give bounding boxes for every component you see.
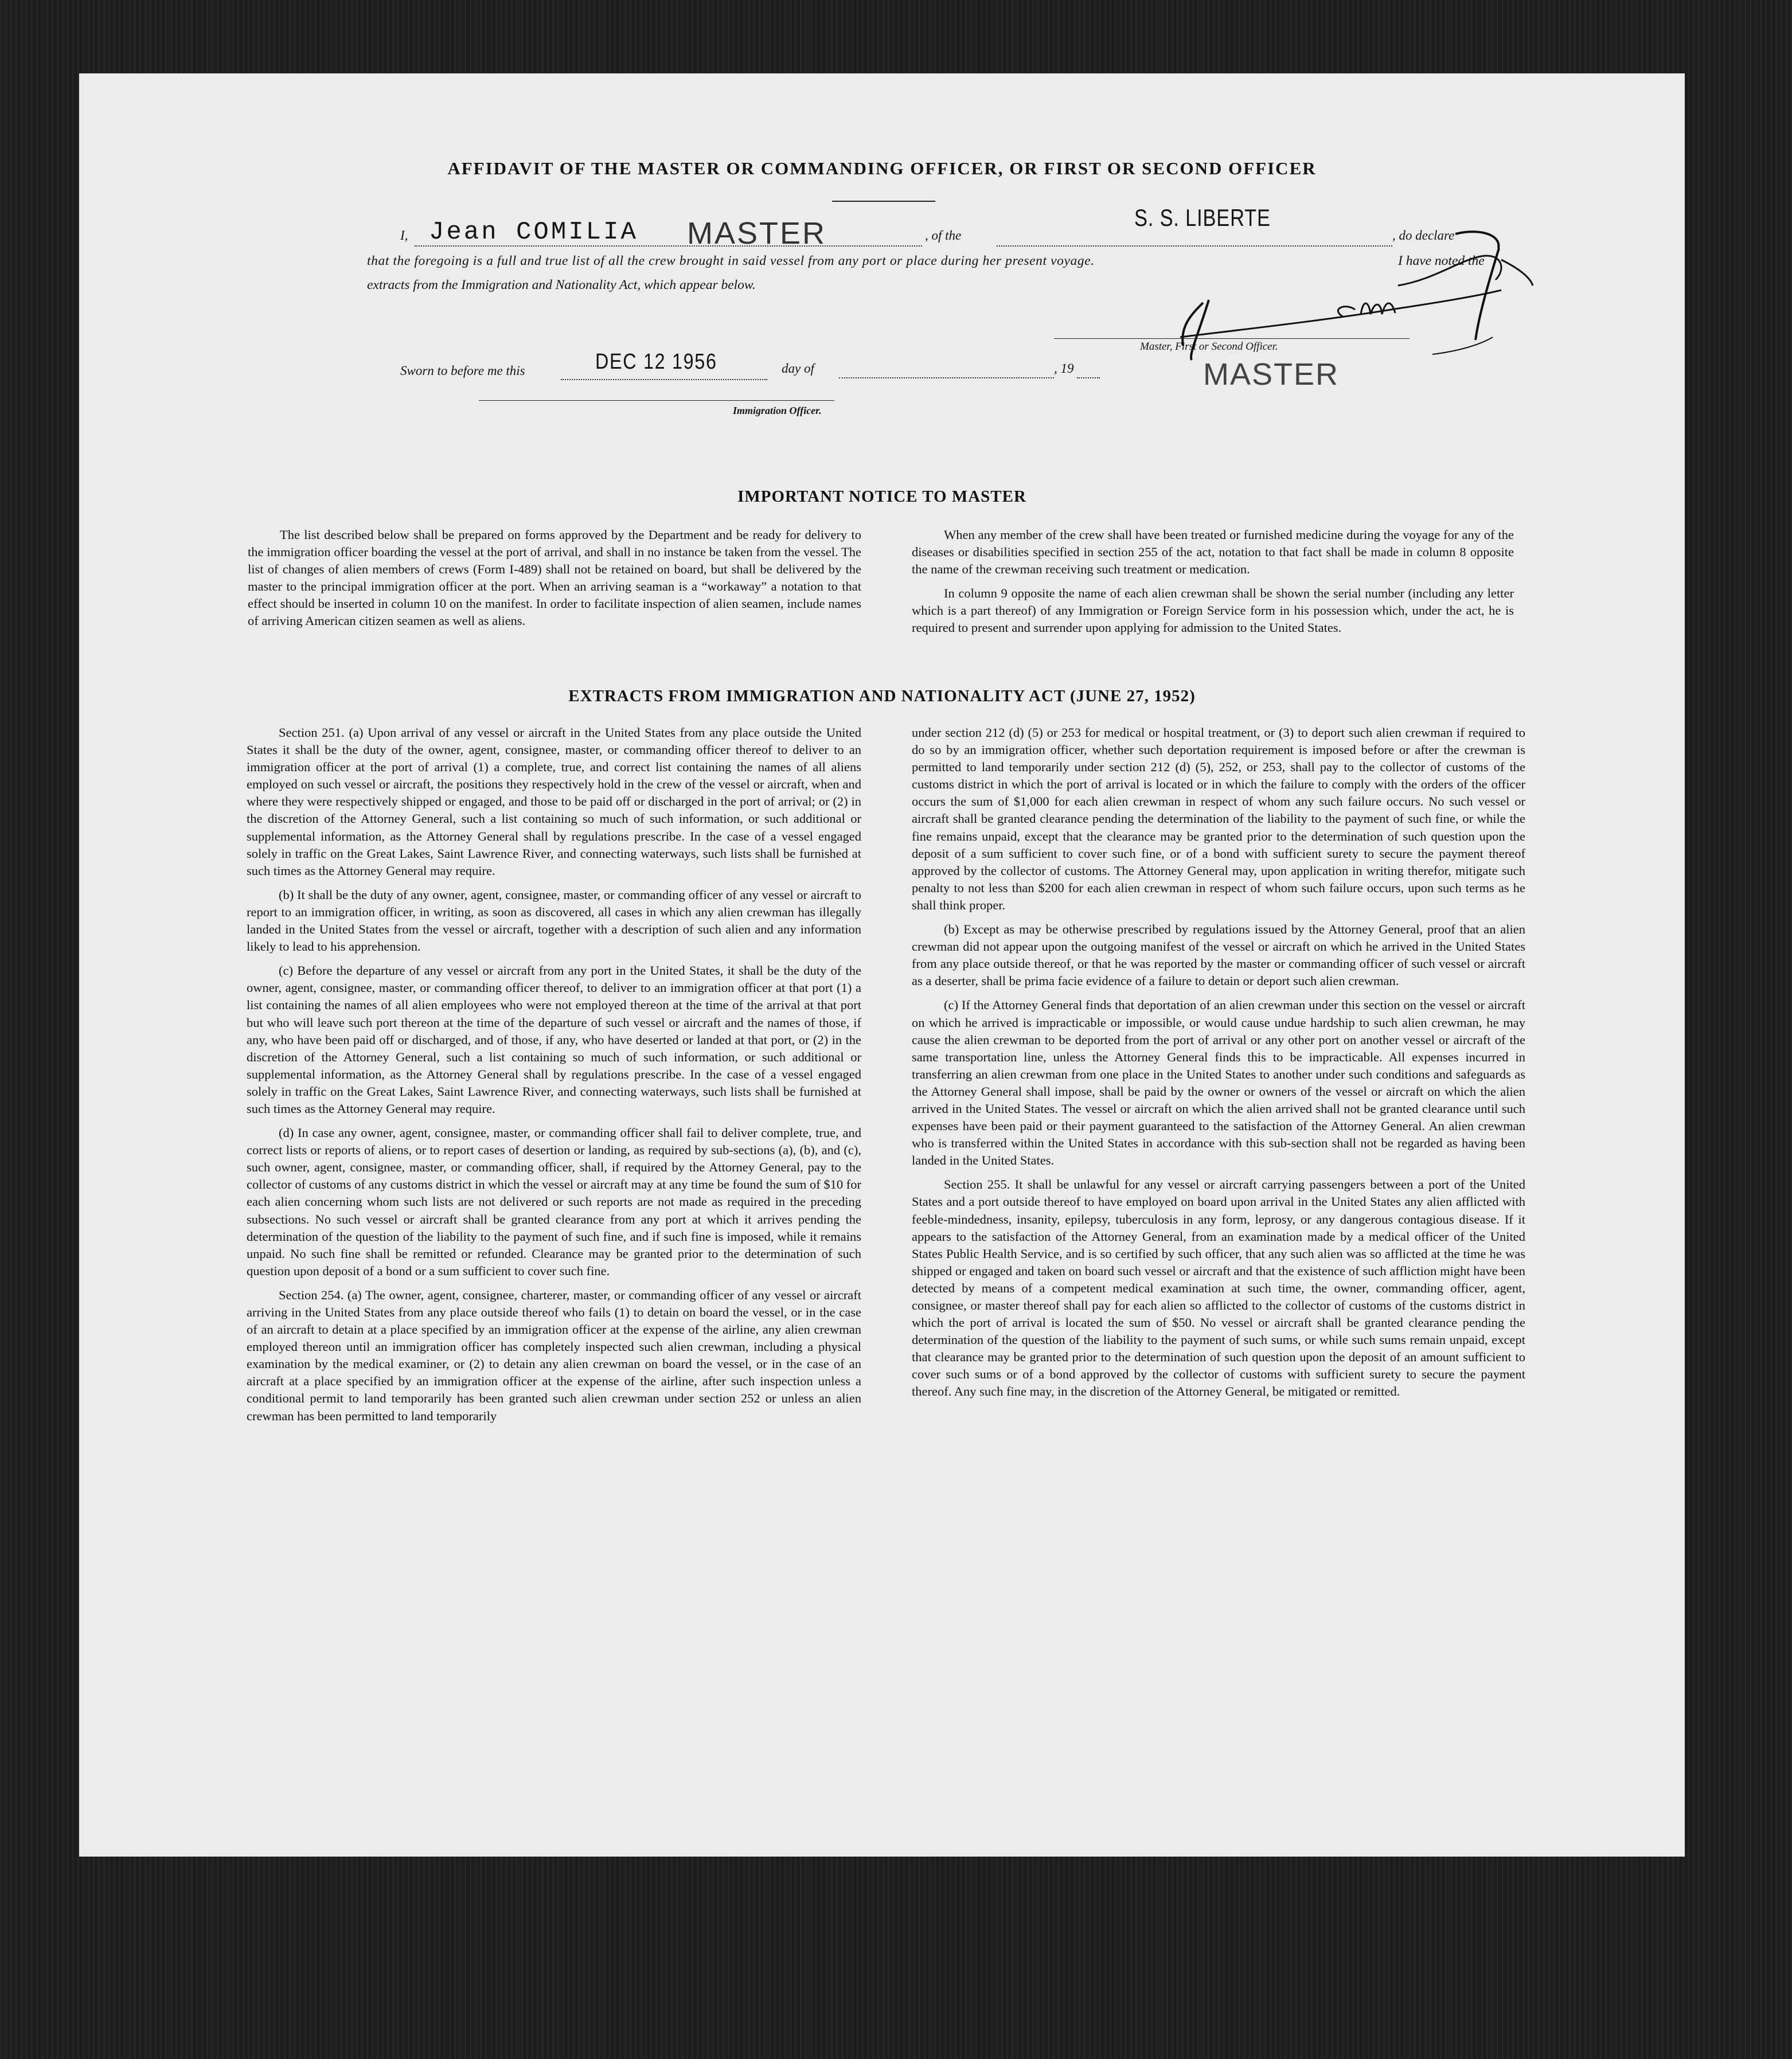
notice-right-column xyxy=(912,526,1514,643)
year-label: , 19 xyxy=(1054,361,1074,376)
extract-left-section-254a: Section 254. (a) The owner, agent, consignee, charterer, master, or commanding officer of any vessel or aircraft arriving in the United States from any place outside thereof who fails (1) to detain on board the vessel, or in the case of an aircraft to detain at a place specified by an immigration officer at the expense of the airline, any alien crewman employed thereon until an immigration officer has completely inspected such alien crewman, including a physical examination by the medical examiner, or (2) to detain any alien crewman on board the vessel, or in the case of an aircraft at a place specified by an immigration officer at the expense of the airline, after such inspection unless a conditional permit to land temporarily has been granted such alien crewman under section 252 or unless an alien crewman has been permitted to land temporarily xyxy=(247,1287,861,1423)
officer-caption: Immigration Officer. xyxy=(733,405,822,416)
extracts-left-column xyxy=(247,724,861,1432)
extract-right-section-254b: (b) Except as may be otherwise prescribed by regulations issued by the Attorney General, proof that an alien crewman did not appear upon the outgoing manifest of the vessel or aircraft on which he arrived in the United States from any place outside thereof, or that he was reported by the master or commanding officer of such vessel or aircraft as a deserter, shall be prima facie evidence of a failure to detain or deport such alien crewman. xyxy=(912,922,1525,989)
extract-right-section-254c: (c) If the Attorney General finds that deportation of an alien crewman under this section on the vessel or aircraft on which he arrived is impracticable or impossible, or would cause undue hardship to such alien crewman, he may cause the alien crewman to be deported from the port of arrival or any other port on another vessel or aircraft of the same transportation line, unless the Attorney General finds this to be impracticable. All expenses incurred in transferring an alien crewman from one place in the United States to another under such conditions and safeguards as the Attorney General shall impose, shall be paid by the owner or owners of the vessel or aircraft on which the alien arrived in the United States. The vessel or aircraft on which the alien arrived shall not be granted clearance until such expenses have been paid or their payment guaranteed to the satisfaction of the Attorney General. An alien crewman who is transferred within the United States in accordance with this sub-section shall not be regarded as having been landed in the United States. xyxy=(912,998,1525,1168)
master-name: Jean COMILIA xyxy=(429,218,638,247)
notice-left-column xyxy=(248,526,861,636)
rank-stamp: MASTER xyxy=(687,216,827,251)
title-underline xyxy=(832,201,935,202)
affidavit-line-2-end: I have noted the xyxy=(1398,253,1485,268)
month-blank xyxy=(839,377,1054,378)
extract-left-section-251d: (d) In case any owner, agent, consignee, master, or commanding officer shall fail to deliver complete, true, and correct lists or reports of aliens, or to report cases of desertion or landing, as required by sub-sections (a), (b), and (c), such owner, agent, consignee, master, or commanding officer, shall, if required by the Attorney General, pay to the collector of customs of any customs district in which the vessel or aircraft may at any time be found the sum of $10 for each alien concerning whom such lists are not delivered or such reports are not made as required in the preceding subsections. No such vessel or aircraft shall be granted clearance from any port at which it arrives pending the determination of the question of the liability to the payment of such fine, and if such fine is imposed, while it remains unpaid. No such fine shall be remitted or refunded. Clearance may be granted prior to the determination of such question upon deposit of a bond or a sum sufficient to cover such fine. xyxy=(247,1126,861,1278)
i-label: I, xyxy=(400,228,408,243)
signer-rank-stamp: MASTER xyxy=(1203,357,1340,392)
of-the-label: , of the xyxy=(925,228,962,243)
extract-left-section-251c: (c) Before the departure of any vessel or aircraft from any port in the United States, it shall be the duty of the owner, agent, consignee, master, or commanding officer thereof, to deliver to an immigration officer at that port (1) a list containing the names of all alien employees who were not employed thereon at the time of the arrival at that port but who will leave such port thereon at the time of the departure of such vessel or aircraft and the names of those, if any, who have been paid off or discharged, and of those, if any, who have deserted or landed at that port, or (2) in the discretion of the Attorney General, such a list containing so much of such information, or such additional or supplemental information, as the Attorney General shall by regulations prescribe. In the case of a vessel engaged solely in traffic on the Great Lakes, Saint Lawrence River, and connecting waterways, such lists shall be furnished at such times as the Attorney General may require. xyxy=(247,963,861,1116)
sworn-date-stamp: DEC 12 1956 xyxy=(595,350,717,374)
year-blank xyxy=(1077,377,1100,378)
do-declare-label: , do declare xyxy=(1392,228,1455,243)
sworn-label: Sworn to before me this xyxy=(400,364,525,378)
extracts-right-column xyxy=(912,724,1525,1408)
vessel-name: S. S. LIBERTE xyxy=(1134,204,1271,231)
notice-heading: IMPORTANT NOTICE TO MASTER xyxy=(737,487,1026,506)
signer-caption: Master, First or Second Officer. xyxy=(1140,341,1278,353)
extracts-heading: EXTRACTS FROM IMMIGRATION AND NATIONALITY ACT (JUNE 27, 1952) xyxy=(568,687,1196,705)
notice-right-paragraph-2: In column 9 opposite the name of each alien crewman shall be shown the serial number (including any letter which is a part thereof) of any Immigration or Foreign Service form in his possession which, under the act, he is required to present and surrender upon applying for admission to the United States. xyxy=(912,586,1514,635)
extract-right-section-255: Section 255. It shall be unlawful for any vessel or aircraft carrying passengers between a port of the United States and a port outside thereof to have employed on board upon arrival in the United States any alien afflicted with feeble-mindedness, insanity, epilepsy, tuberculosis in any form, leprosy, or any dangerous contagious disease. If it appears to the satisfaction of the Attorney General, from an examination made by a medical officer of the United States Public Health Service, and is so certified by such officer, that any such alien was so afflicted at the time he was shipped or engaged and taken on board such vessel or aircraft and that the existence of such affliction might have been detected by means of a competent medical examination at such time, the owner, commanding officer, agent, consignee, or master thereof shall pay for each alien so afflicted to the collector of customs of the customs district in which the port of arrival is located the sum of $50. No vessel or aircraft shall be granted clearance pending the determination of the question of the liability to the payment of such sums, or while such sums remain unpaid, except that clearance may be granted prior to the determination of such question upon the deposit of an amount sufficient to cover such sums or of a bond approved by the collector of customs with sufficient surety to secure the payment thereof. Any such fine may, in the discretion of the Attorney General, be mitigated or remitted. xyxy=(912,1177,1525,1399)
affidavit-line-2: that the foregoing is a full and true list of all the crew brought in said vessel from any port or place during her present voyage. xyxy=(367,253,1095,268)
document-page xyxy=(79,73,1685,1857)
sworn-date-blank xyxy=(561,379,767,380)
extract-right-section-254a-cont: under section 212 (d) (5) or 253 for medical or hospital treatment, or (3) to deport such alien crewman if required to do so by an immigration officer, whether such deportation requirement is imposed before or after the crewman is permitted to land temporarily under section 212 (d) (5), 252, or 253, shall pay to the collector of customs of the customs district in which the port of arrival is located or in which the failure to comply with the orders of the officer occurs the sum of $1,000 for each alien crewman in respect of whom any such failure occurs. No such vessel or aircraft shall be granted clearance pending the determination of the liability to the payment of such fine, or while the fine remains unpaid, except that the clearance may be granted prior to the determination of such question upon the deposit of a sum sufficient to cover such fine, or of a bond with sufficient surety to secure the payment thereof approved by the collector of customs. The Attorney General may, upon application in writing therefor, mitigate such penalty to not less than $200 for each alien crewman in respect of whom such failure occurs, upon such terms as he shall think proper. xyxy=(912,725,1525,912)
affidavit-title: AFFIDAVIT OF THE MASTER OR COMMANDING OFFICER, OR FIRST OR SECOND OFFICER xyxy=(447,158,1317,178)
officer-line xyxy=(479,400,834,401)
extract-left-section-251b: (b) It shall be the duty of any owner, agent, consignee, master, or commanding officer of any vessel or aircraft to report to an immigration officer, in writing, as soon as discovered, all cases in which any alien crewman has illegally landed in the United States from the vessel or aircraft, together with a description of such alien and any information likely to lead to his apprehension. xyxy=(247,887,861,954)
notice-left-paragraph: The list described below shall be prepared on forms approved by the Department and be ready for delivery to the immigration officer boarding the vessel at the port of arrival, and shall in no instance be taken from the vessel. The list of changes of alien members of crews (Form I-489) shall not be retained on board, but shall be delivered by the master to the principal immigration officer at the port. When an arriving seaman is a “workaway” a notation to that effect should be inserted in column 10 on the manifest. In order to facilitate inspection of alien seamen, include names of arriving American citizen seamen as well as aliens. xyxy=(248,528,861,628)
notice-right-paragraph-1: When any member of the crew shall have been treated or furnished medicine during the voyage for any of the diseases or disabilities specified in section 255 of the act, notation to that fact shall be made in column 8 opposite the name of the crewman receiving such treatment or medication. xyxy=(912,528,1514,576)
affidavit-line-3: extracts from the Immigration and Nationality Act, which appear below. xyxy=(367,278,756,292)
extract-left-section-251a: Section 251. (a) Upon arrival of any vessel or aircraft in the United States from any place outside the United States it shall be the duty of the owner, agent, consignee, master, or commanding officer thereof to deliver to an immigration officer at the port of arrival (1) a complete, true, and correct list containing the names of all aliens employed on such vessel or aircraft, the positions they respectively hold in the crew of the vessel or aircraft, when and where they were respectively shipped or engaged, and those to be paid off or discharged in the port of arrival; or (2) in the discretion of the Attorney General, such a list containing so much of such information, or such additional or supplemental information, as the Attorney General shall by regulations prescribe. In the case of a vessel engaged solely in traffic on the Great Lakes, Saint Lawrence River, and connecting waterways, such lists shall be furnished at such times as the Attorney General may require. xyxy=(247,725,861,878)
signer-line xyxy=(1054,338,1410,339)
day-of-label: day of xyxy=(782,361,814,376)
